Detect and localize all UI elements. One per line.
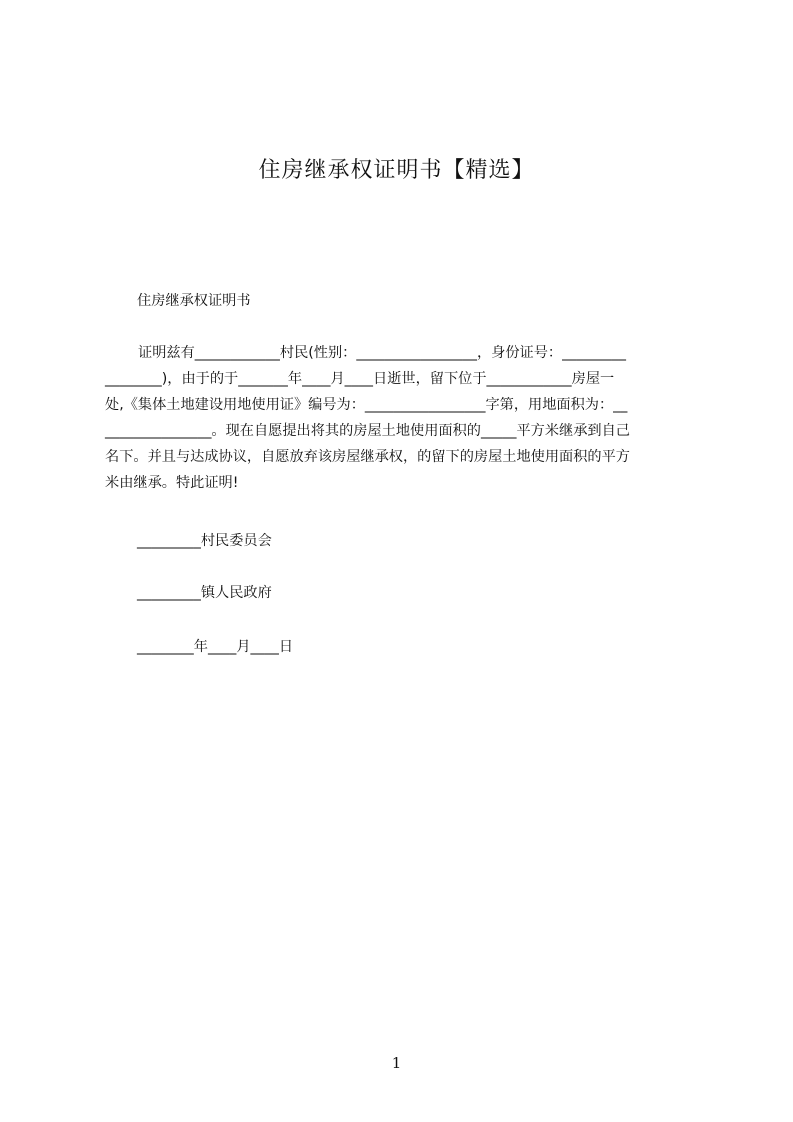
body-line-5: 名下。并且与达成协议，自愿放弃该房屋继承权，的留下的房屋土地使用面积的平方	[105, 449, 630, 465]
body-line-2: ________)，由于的于_______年____月____日逝世，留下位于____________房屋一	[105, 371, 615, 387]
page-number: 1	[391, 1054, 402, 1072]
body-line-4: _______________。现在自愿提出将其的房屋土地使用面积的_____平方米继承到自己	[105, 423, 630, 439]
certificate-body	[105, 340, 705, 496]
signature-town-government: _________镇人民政府	[137, 585, 272, 601]
signature-date: ________年____月____日	[137, 639, 294, 655]
body-line-6: 米由继承。特此证明!	[105, 475, 239, 491]
signature-village-committee: _________村民委员会	[137, 533, 272, 549]
document-title: 住房继承权证明书【精选】	[258, 157, 535, 183]
body-line-1: 证明兹有____________村民(性别：_________________，身份证号：_________	[138, 345, 626, 361]
section-heading: 住房继承权证明书	[137, 293, 251, 309]
body-line-3: 处,《集体土地建设用地使用证》编号为：_________________字第，用地面积为：__	[105, 397, 628, 413]
